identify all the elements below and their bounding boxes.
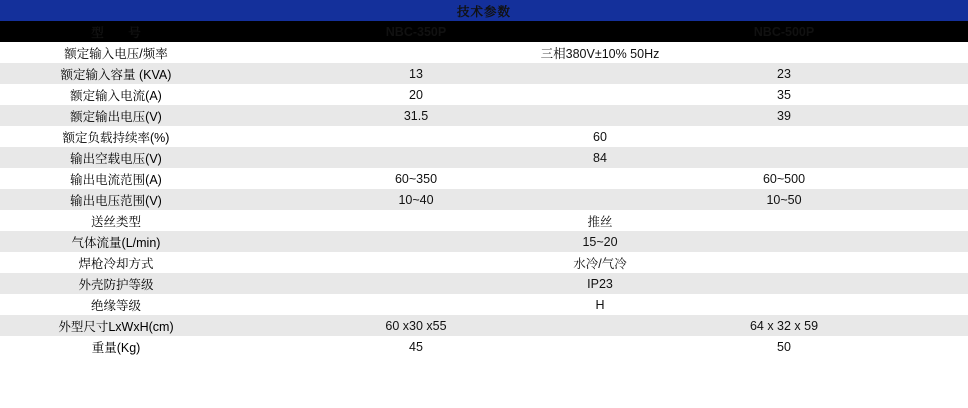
parameter-value-model-a: 60 x30 x55 bbox=[232, 315, 600, 336]
table-row bbox=[0, 231, 968, 252]
column-header-model-b: NBC-500P bbox=[600, 21, 968, 42]
parameter-value-shared: 三相380V±10% 50Hz bbox=[232, 42, 968, 63]
parameter-value-model-b: 35 bbox=[600, 84, 968, 105]
table-row bbox=[0, 315, 968, 336]
table-row bbox=[0, 273, 968, 294]
parameter-value-shared: 84 bbox=[232, 147, 968, 168]
parameter-value-model-b: 64 x 32 x 59 bbox=[600, 315, 968, 336]
parameter-value-model-a: 45 bbox=[232, 336, 600, 357]
parameter-label: 输出空载电压(V) bbox=[0, 147, 232, 168]
parameter-label: 外壳防护等级 bbox=[0, 273, 232, 294]
column-header-model-a: NBC-350P bbox=[232, 21, 600, 42]
table-row bbox=[0, 294, 968, 315]
table-row bbox=[0, 252, 968, 273]
table-row bbox=[0, 84, 968, 105]
parameter-value-shared: IP23 bbox=[232, 273, 968, 294]
parameter-label: 外型尺寸LxWxH(cm) bbox=[0, 315, 232, 336]
parameter-label: 焊枪冷却方式 bbox=[0, 252, 232, 273]
parameter-value-model-a: 60~350 bbox=[232, 168, 600, 189]
parameter-label: 输出电压范围(V) bbox=[0, 189, 232, 210]
parameter-label: 额定输入电流(A) bbox=[0, 84, 232, 105]
table-row bbox=[0, 105, 968, 126]
parameter-value-model-a: 10~40 bbox=[232, 189, 600, 210]
table-row bbox=[0, 63, 968, 84]
table-title-row bbox=[0, 0, 968, 21]
page-title: 技术参数 bbox=[0, 0, 968, 21]
table-row bbox=[0, 147, 968, 168]
parameter-label: 额定输出电压(V) bbox=[0, 105, 232, 126]
table-row bbox=[0, 189, 968, 210]
parameter-label: 绝缘等级 bbox=[0, 294, 232, 315]
table-body bbox=[0, 42, 968, 357]
parameter-label: 额定输入容量 (KVA) bbox=[0, 63, 232, 84]
parameter-value-shared: H bbox=[232, 294, 968, 315]
parameter-label: 输出电流范围(A) bbox=[0, 168, 232, 189]
table-row bbox=[0, 126, 968, 147]
parameter-value-model-b: 10~50 bbox=[600, 189, 968, 210]
parameter-label: 气体流量(L/min) bbox=[0, 231, 232, 252]
parameter-value-model-b: 39 bbox=[600, 105, 968, 126]
parameter-label: 额定负载持续率(%) bbox=[0, 126, 232, 147]
parameter-value-shared: 推丝 bbox=[232, 210, 968, 231]
table-row bbox=[0, 336, 968, 357]
table-header-row bbox=[0, 21, 968, 42]
table-row bbox=[0, 210, 968, 231]
parameter-label: 送丝类型 bbox=[0, 210, 232, 231]
parameter-label: 额定输入电压/频率 bbox=[0, 42, 232, 63]
parameter-value-shared: 水冷/气冷 bbox=[232, 252, 968, 273]
parameter-value-model-a: 13 bbox=[232, 63, 600, 84]
parameter-value-model-a: 20 bbox=[232, 84, 600, 105]
parameter-value-model-b: 60~500 bbox=[600, 168, 968, 189]
parameter-value-model-b: 50 bbox=[600, 336, 968, 357]
parameter-value-model-a: 31.5 bbox=[232, 105, 600, 126]
parameter-value-model-b: 23 bbox=[600, 63, 968, 84]
parameter-label: 重量(Kg) bbox=[0, 336, 232, 357]
parameter-value-shared: 60 bbox=[232, 126, 968, 147]
parameter-value-shared: 15~20 bbox=[232, 231, 968, 252]
column-header-label: 型 号 bbox=[0, 21, 232, 42]
table-row bbox=[0, 42, 968, 63]
table-row bbox=[0, 168, 968, 189]
